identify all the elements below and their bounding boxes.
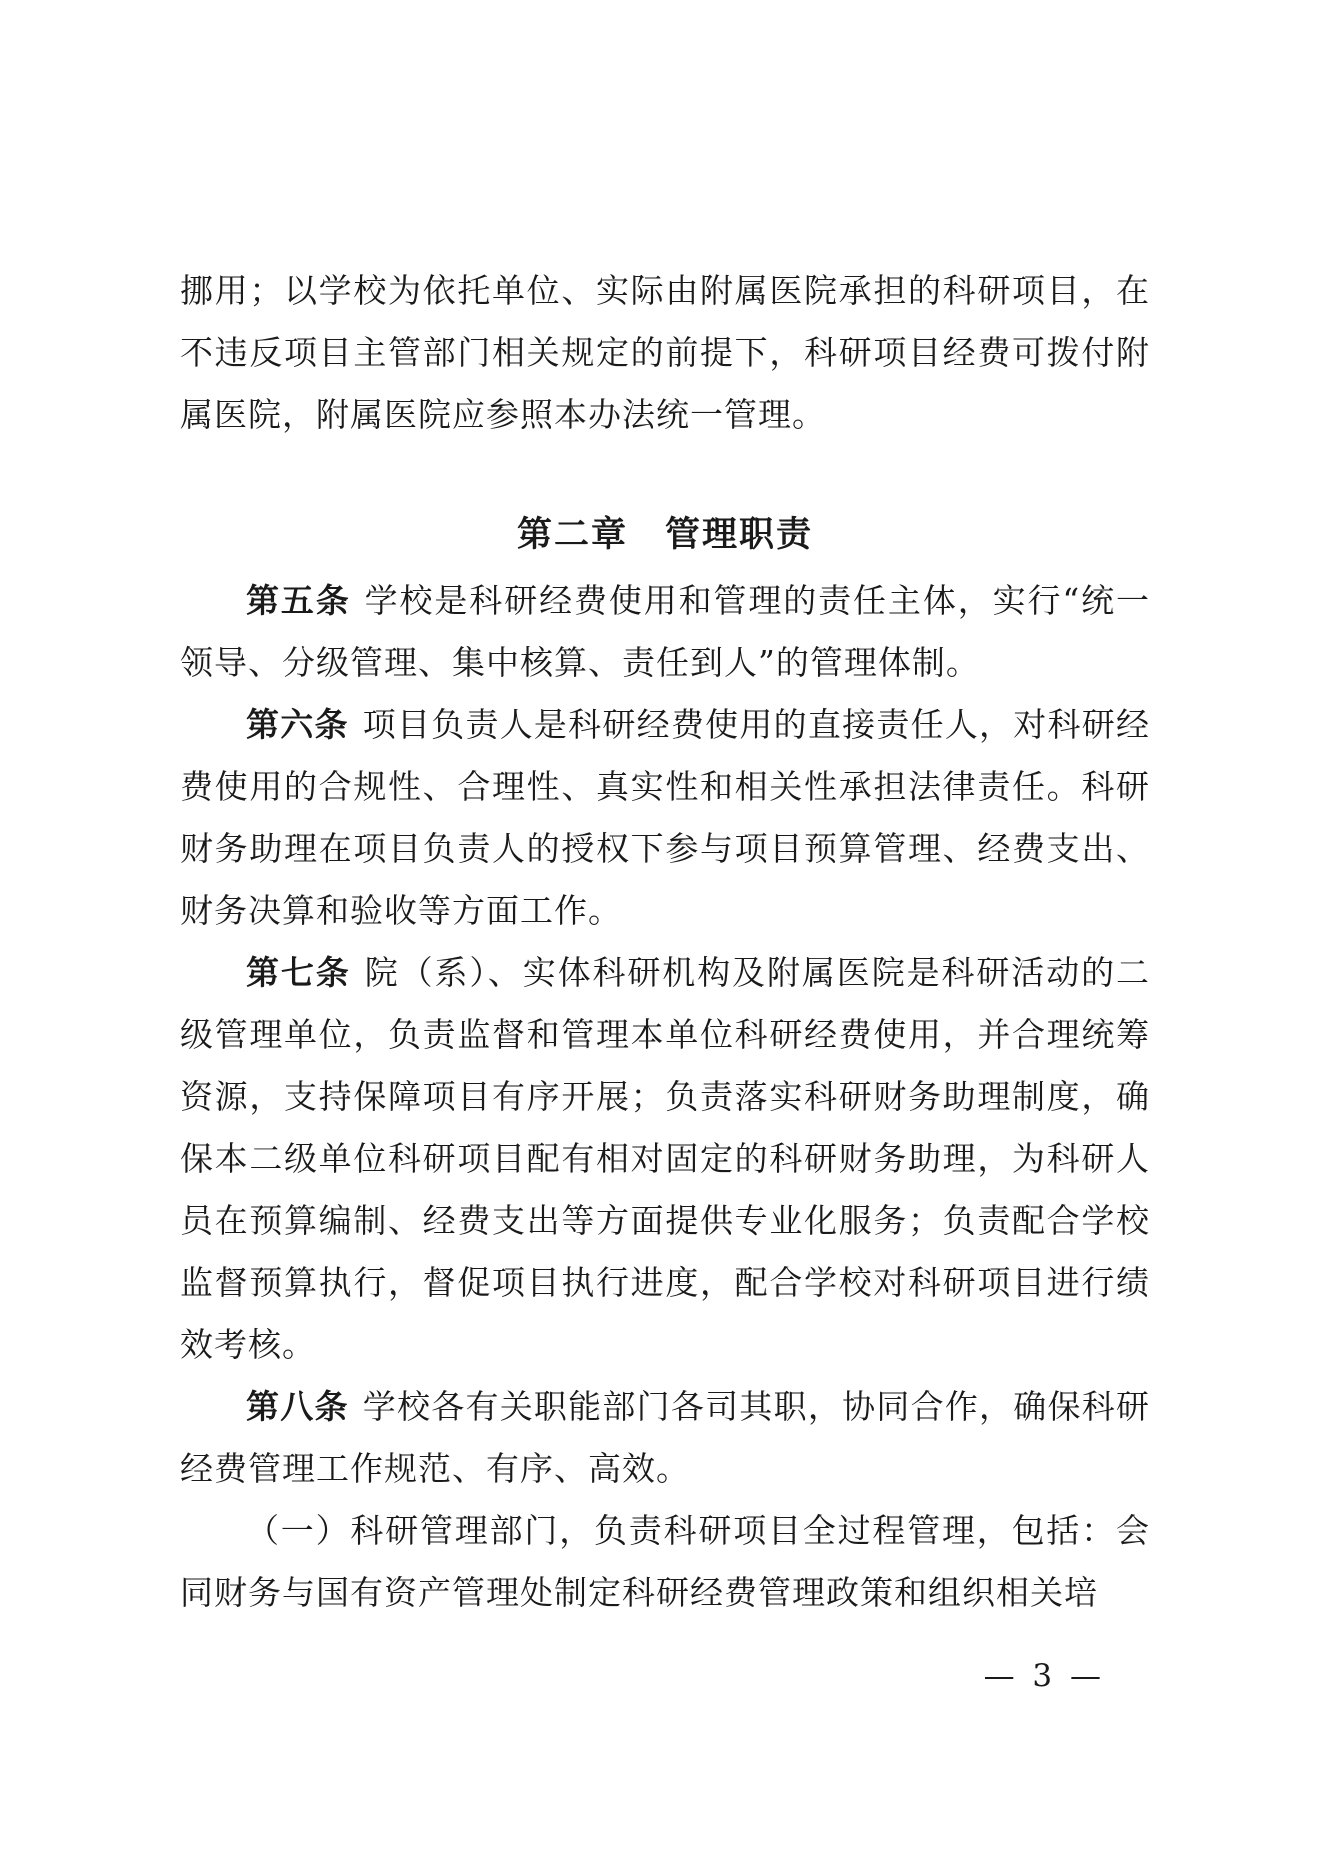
article-text: 学校是科研经费使用和管理的责任主体，实行“统一领导、分级管理、集中核算、责任到人”的管理体制。 <box>180 581 1150 682</box>
article-label: 第七条 <box>246 953 351 992</box>
article-text: 学校各有关职能部门各司其职，协同合作，确保科研经费管理工作规范、有序、高效。 <box>180 1387 1151 1488</box>
article-label: 第五条 <box>246 581 351 620</box>
article-text: 项目负责人是科研经费使用的直接责任人，对科研经费使用的合规性、合理性、真实性和相关性承担法律责任。科研财务助理在项目负责人的授权下参与项目预算管理、经费支出、财务决算和验收等方面工作。 <box>180 705 1151 930</box>
article-6 <box>180 694 1150 942</box>
chapter-title: 第二章 管理职责 <box>516 515 813 555</box>
document-body <box>180 260 1150 1624</box>
article-text: 院（系）、实体科研机构及附属医院是科研活动的二级管理单位，负责监督和管理本单位科研经费使用，并合理统筹资源，支持保障项目有序开展；负责落实科研财务助理制度，确保本二级单位科研项目配有相对固定的科研财务助理，为科研人员在预算编制、经费支出等方面提供专业化服务；负责配合学校监督预算执行，督促项目执行进度，配合学校对科研项目进行绩效考核。 <box>180 953 1151 1364</box>
page-number: — 3 — <box>983 1658 1105 1694</box>
continued-paragraph <box>180 260 1150 446</box>
article-label: 第八条 <box>246 1387 349 1426</box>
sub-item-1 <box>180 1500 1150 1624</box>
paragraph-text: 挪用；以学校为依托单位、实际由附属医院承担的科研项目，在不违反项目主管部门相关规定的前提下，科研项目经费可拨付附属医院，附属医院应参照本办法统一管理。 <box>180 271 1150 434</box>
sub-item-text: （一）科研管理部门，负责科研项目全过程管理，包括：会同财务与国有资产管理处制定科研经费管理政策和组织相关培 <box>180 1511 1150 1612</box>
article-7 <box>180 942 1150 1376</box>
article-label: 第六条 <box>246 705 349 744</box>
article-5 <box>180 570 1150 694</box>
article-8 <box>180 1376 1150 1500</box>
